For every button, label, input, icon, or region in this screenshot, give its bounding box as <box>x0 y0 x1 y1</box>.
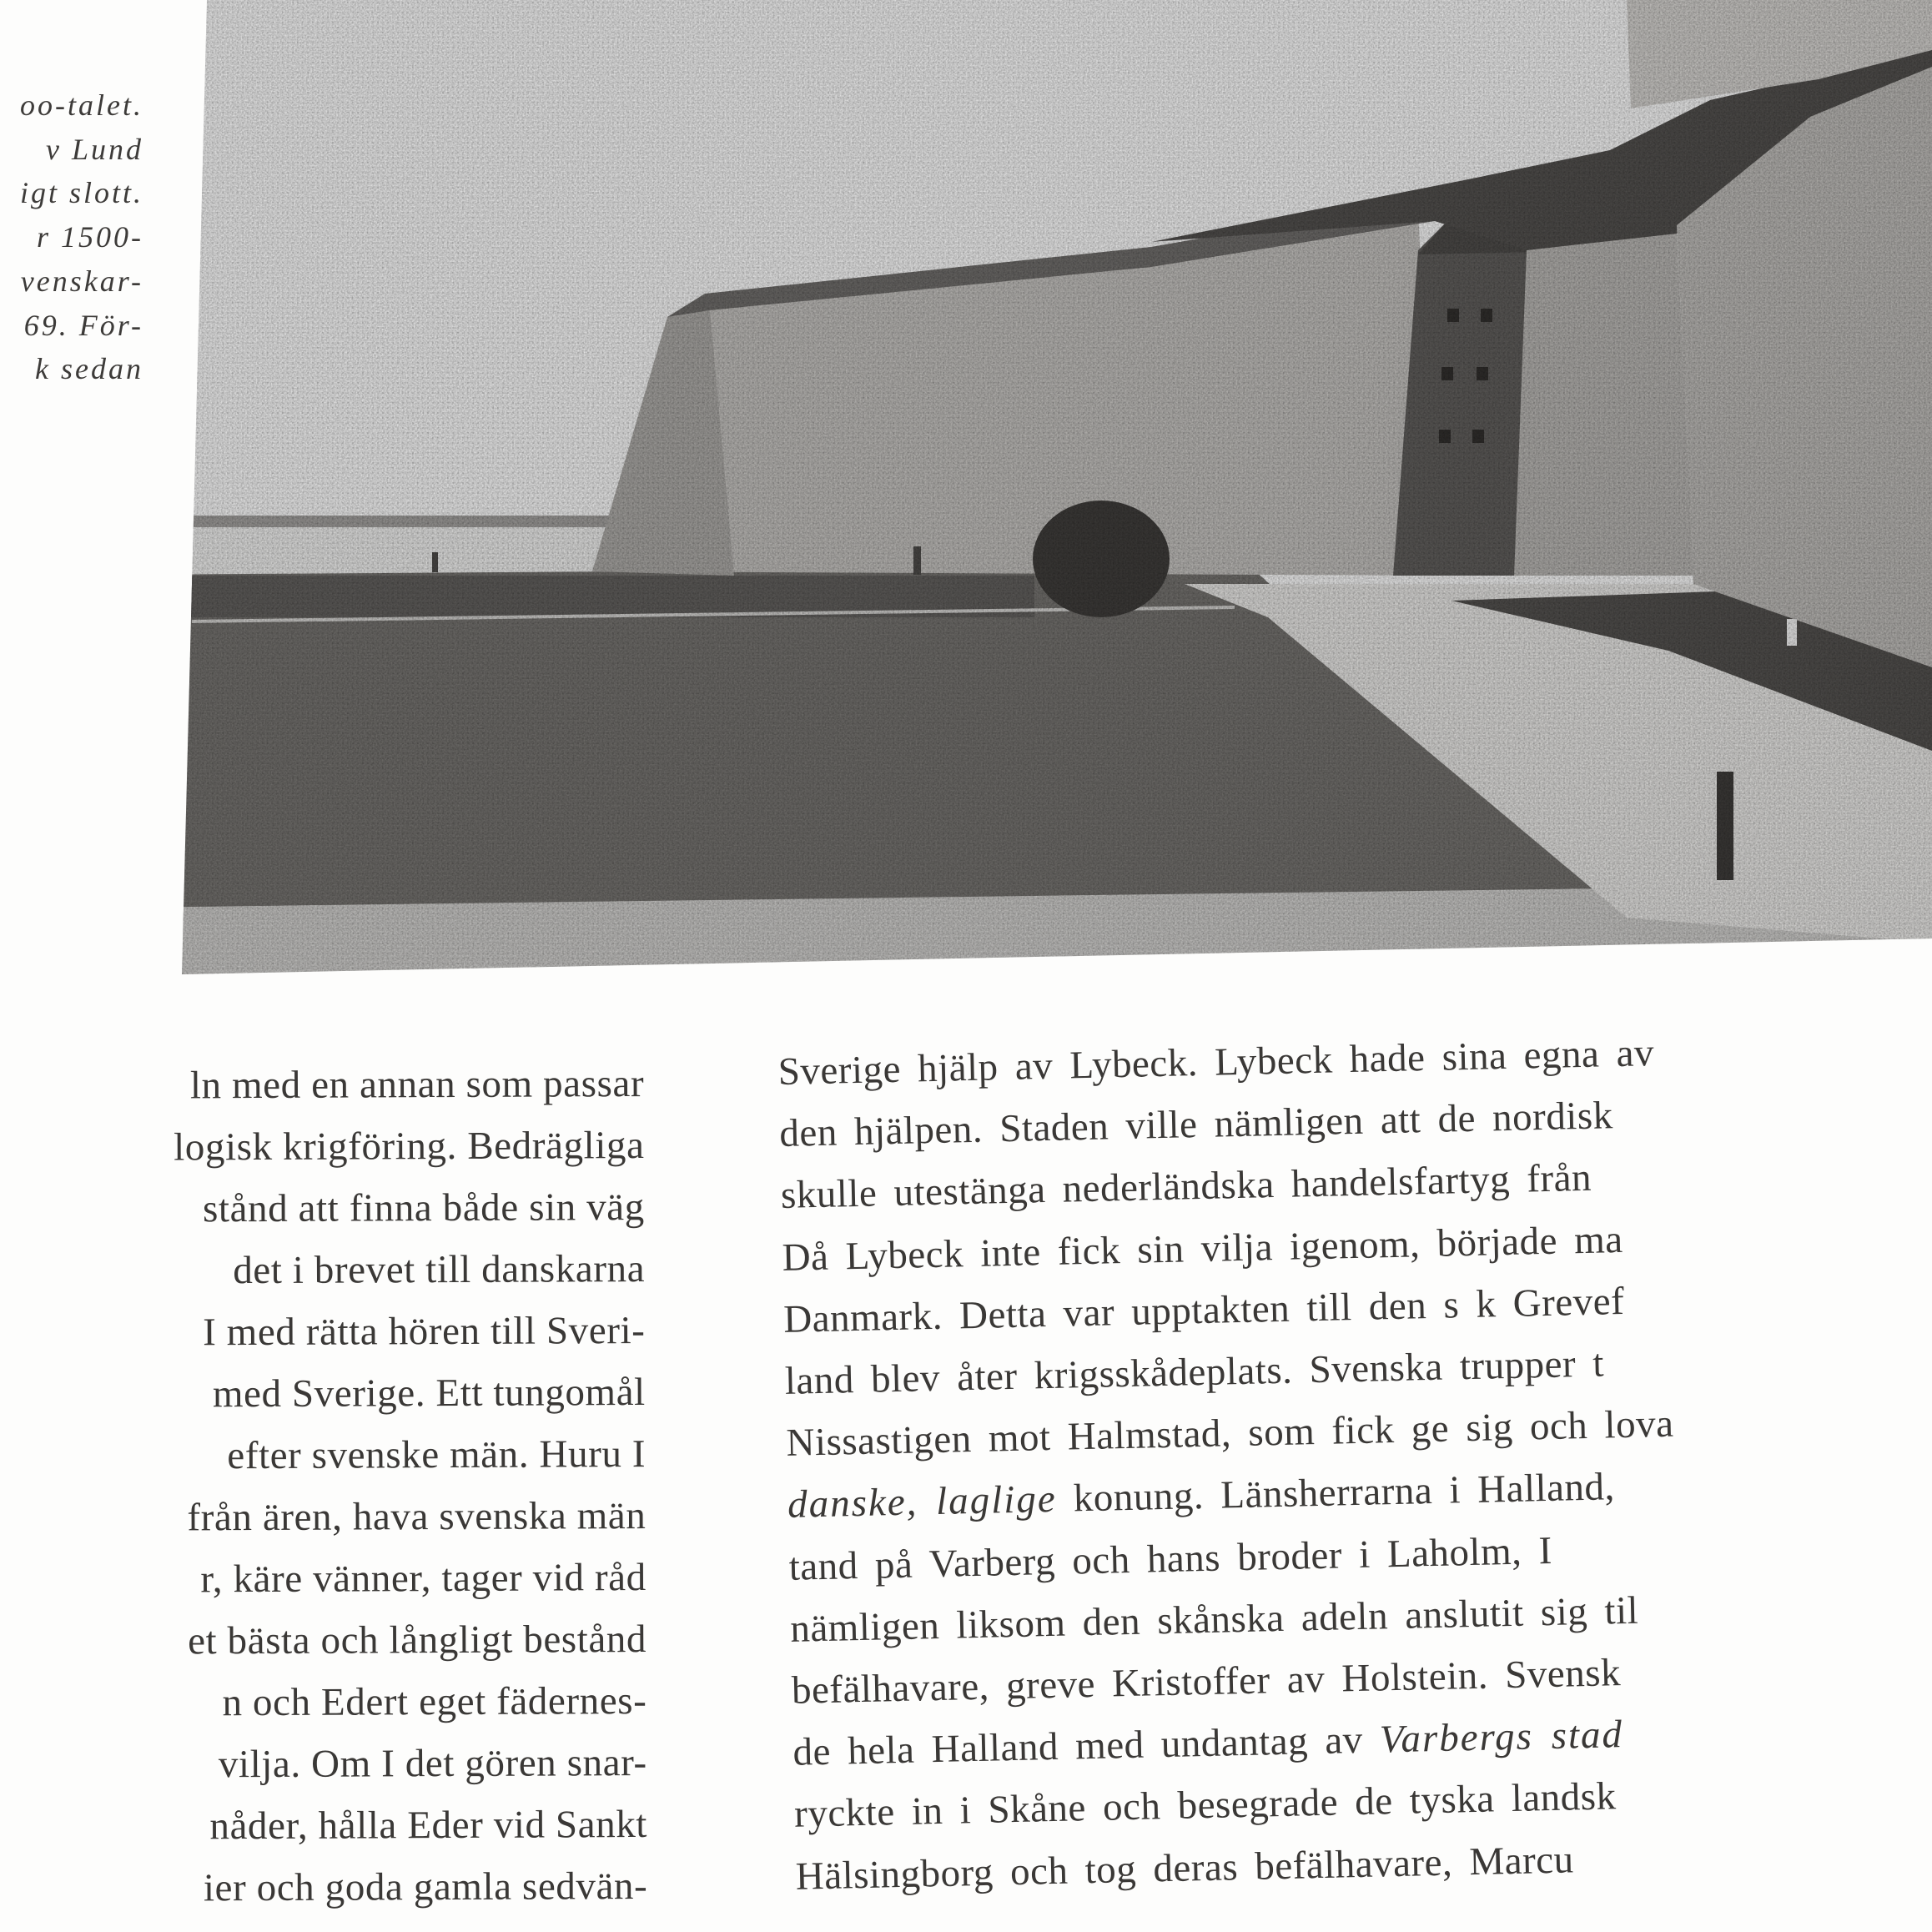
caption-line: igt slott. <box>19 176 143 210</box>
photo-caption <box>0 83 143 391</box>
text-line: från ären, hava svenska män <box>187 1493 647 1540</box>
text-span: skulle utestänga nederländska handelsfartyg från <box>780 1156 1592 1218</box>
text-line: vilja. Om I det gören snar- <box>218 1740 647 1787</box>
text-line: efter svenske män. Huru I <box>227 1431 647 1478</box>
text-span: de hela Halland med undantag av <box>792 1718 1381 1775</box>
body-column-left <box>0 1053 648 1921</box>
caption-line: v Lund <box>46 132 143 166</box>
caption-line: 69. För- <box>23 308 143 342</box>
text-span: Sverige hjälp av Lybeck. Lybeck hade sina egna av <box>777 1031 1655 1094</box>
text-span: konung. Länsherrarna i Halland, <box>1056 1465 1616 1522</box>
text-span: Nissastigen mot Halmstad, som fick ge sig och lova <box>785 1401 1674 1466</box>
text-span: ryckte in i Skåne och besegrade de tyska landsk <box>793 1774 1618 1837</box>
text-span: befälhavare, greve Kristoffer av Holstein. Svensk <box>791 1651 1622 1713</box>
text-line: et bästa och långligt bestånd <box>188 1617 647 1663</box>
text-line: n och Edert eget fädernes- <box>222 1678 647 1725</box>
text-span: Hälsingborg och tog deras befälhavare, Marcu <box>795 1838 1575 1899</box>
text-line: nåder, hålla Eder vid Sankt <box>209 1802 648 1849</box>
text-line: r, käre vänner, tager vid råd <box>200 1555 647 1602</box>
caption-line: oo-talet. <box>20 88 143 122</box>
text-line: det i brevet till danskarna <box>233 1246 646 1293</box>
text-span: den hjälpen. Staden ville nämligen att de nordisk <box>778 1094 1614 1156</box>
text-line: ier och goda gamla sedvän- <box>203 1864 648 1910</box>
text-span: nämligen liksom den skånska adeln anslutit sig til <box>789 1588 1639 1651</box>
caption-line: k sedan <box>35 352 143 386</box>
italic-text: danske, laglige <box>787 1477 1058 1527</box>
text-line: ln med en annan som passar <box>189 1061 645 1108</box>
italic-text: Varbergs stad <box>1379 1713 1624 1762</box>
caption-line: venskar- <box>20 264 143 298</box>
text-line: med Sverige. Ett tungomål <box>212 1370 646 1416</box>
text-line: I med rätta hören till Sveri- <box>203 1308 646 1355</box>
text-line: stånd att finna både sin väg <box>202 1185 645 1231</box>
text-span: Då Lybeck inte fick sin vilja igenom, började ma <box>782 1217 1624 1280</box>
text-span: tand på Varberg och hans broder i Laholm, I <box>788 1528 1553 1589</box>
text-span: land blev åter krigsskådeplats. Svenska trupper t <box>784 1341 1605 1403</box>
text-span: Danmark. Detta var upptakten till den s k Grevef <box>782 1279 1625 1341</box>
text-line: logisk krigföring. Bedrägliga <box>174 1123 645 1170</box>
caption-line: r 1500- <box>37 220 143 254</box>
body-column-right <box>777 1012 1932 1908</box>
